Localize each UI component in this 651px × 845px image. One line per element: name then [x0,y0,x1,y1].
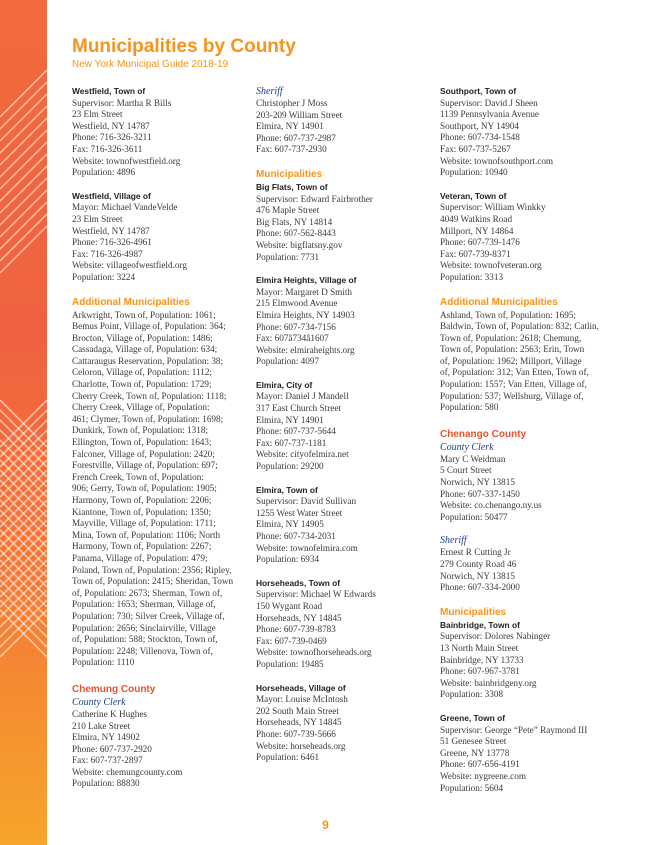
detail-line: Population: 88830 [72,778,140,789]
detail-line: Bemus Point, Village of, Population: 364; [72,321,226,332]
detail-line: Mayor: Michael VandeVelde [72,202,178,213]
detail-line: Population: 3224 [72,271,136,282]
detail-line: Phone: 607-334-2000 [440,582,520,593]
municipality-entry [72,191,246,284]
detail-line: Town of, Population: 2563; Erin, Town [440,344,585,355]
municipality-name: Elmira Heights, Village of [256,275,357,286]
detail-line: 150 Wygant Road [256,600,323,611]
detail-line: Phone: 716-326-4961 [72,237,152,248]
detail-line: Harmony, Town of, Population: 2267; [72,541,212,552]
detail-line: of, Population: 588; Stockton, Town of, [72,634,218,645]
detail-line: Fax: 607â734â1607 [256,333,329,344]
stripe [0,214,47,261]
column-1 [72,86,246,790]
municipalities-list [440,620,620,794]
detail-line: Falconer, Village of, Population: 2420; [72,448,215,459]
detail-line: Fax: 607-739-8371 [440,248,511,259]
diagonal-stripe-pattern [0,0,47,845]
stripe [0,142,47,189]
municipality-entry [256,182,428,263]
detail-line: 23 Elm Street [72,109,123,120]
municipality-name: Horseheads, Town of [256,577,341,588]
detail-line: Fax: 607-737-2930 [256,144,327,155]
detail-line: Website: villageofwestfield.org [72,260,187,271]
additional-municipalities-heading: Additional Municipalities [72,296,190,308]
detail-line: 1139 Pennsylvania Avenue [440,109,540,120]
detail-line: of, Population: 2673; Sherman, Town of, [72,587,223,598]
detail-line: 476 Maple Street [256,205,320,216]
detail-line: Population: 19485 [256,658,324,669]
detail-line: Celoron, Village of, Population: 1112; [72,367,212,378]
detail-line: Kiantone, Town of, Population: 1350; [72,506,212,517]
decorative-side-bar [0,0,47,845]
municipality-name: Veteran, Town of [440,190,507,201]
detail-line: Website: townofhorseheads.org [256,647,372,658]
stripe [0,154,47,201]
page-number: 9 [322,818,329,832]
detail-line: Population: 29200 [256,461,324,472]
municipality-name: Horseheads, Village of [256,682,346,693]
county-clerk-heading: County Clerk [440,441,494,453]
column-3 [440,86,620,806]
additional-municipalities-list [72,310,246,669]
detail-line: Southport, NY 14904 [440,120,520,131]
detail-line: Population: 1653; Sherman, Village of, [72,599,216,610]
municipality-entry [440,86,620,179]
detail-line: 4049 Watkins Road [440,213,513,224]
county-clerk-details [72,709,246,790]
detail-line: Horseheads, NY 14845 [256,717,342,728]
detail-line: Cherry Creek, Town of, Population: 1118; [72,390,227,401]
detail-line: Ernest R Cutting Jr [440,547,511,558]
detail-line: Greene, NY 13778 [440,747,510,758]
detail-line: Population: 50477 [440,511,508,522]
detail-line: Population: 2248; Villenova, Town of, [72,645,213,656]
detail-line: Population: 1557; Van Etten, Village of, [440,379,587,390]
detail-line: Mary C Weidman [440,453,506,464]
detail-line: French Creek, Town of, Population: [72,471,204,482]
stripe [0,118,47,165]
detail-line: Fax: 716-326-4987 [72,248,143,259]
detail-line: Phone: 607-737-2920 [72,743,152,754]
municipalities-list [256,182,428,764]
detail-line: Millport, NY 14864 [440,225,514,236]
county-clerk-heading: County Clerk [72,696,126,708]
detail-line: Norwich, NY 13815 [440,477,515,488]
detail-line: Westfield, NY 14787 [72,225,150,236]
detail-line: 906; Gerry, Town of, Population: 1905; [72,483,217,494]
detail-line: Population: 6461 [256,752,320,763]
detail-line: Population: 580 [440,402,499,413]
municipality-name: Greene, Town of [440,712,505,723]
detail-line: Supervisor: Michael W Edwards [256,589,376,600]
sheriff-heading: Sheriff [256,86,283,97]
detail-line: Town of, Population: 2618; Chemung, [440,332,582,343]
detail-line: Phone: 607-734-2031 [256,531,336,541]
detail-line: Population: 5604 [440,782,504,793]
detail-line: Big Flats, NY 14814 [256,216,333,227]
detail-line: Forestville, Village of, Population: 697; [72,460,218,471]
detail-line: Ashland, Town of, Population: 1695; [440,309,576,320]
municipality-entry [440,620,620,701]
detail-line: Cattaraugus Reservation, Population: 38; [72,355,224,366]
municipality-entry [440,191,620,284]
detail-line: Elmira, NY 14901 [256,121,324,132]
detail-line: Website: townofveteran.org [440,260,542,271]
detail-line: Christopher J Moss [256,98,328,108]
detail-line: Town of, Population: 2415; Sheridan, Town [72,576,234,587]
municipalities-heading: Municipalities [440,606,507,618]
detail-line: 210 Lake Street [72,720,131,731]
detail-line: Population: 4097 [256,356,320,367]
detail-line: Phone: 607-562-8443 [256,228,336,239]
detail-line: Mayor: Daniel J Mandell [256,391,349,402]
municipality-name: Southport, Town of [440,86,517,96]
detail-line: Website: townofsouthport.com [440,155,554,166]
municipality-entry [256,683,428,764]
detail-line: Phone: 607-967-3781 [440,666,520,677]
detail-line: Bainbridge, NY 13733 [440,654,524,665]
detail-line: Website: horseheads.org [256,740,346,751]
municipalities-heading: Municipalities [256,168,323,180]
detail-line: Fax: 716-326-3611 [72,143,143,154]
detail-line: Phone: 607-337-1450 [440,488,520,499]
detail-line: Elmira Heights, NY 14903 [256,309,355,320]
detail-line: Harmony, Town of, Population: 2206; [72,495,212,505]
detail-line: Panama, Village of, Population: 479; [72,552,208,563]
detail-line: Supervisor: Martha R Bills [72,97,172,108]
municipality-entry [256,578,428,671]
municipality-name: Big Flats, Town of [256,181,328,192]
additional-municipalities-heading: Additional Municipalities [440,296,558,308]
county-heading: Chenango County [440,428,527,440]
detail-line: Website: co.chenango.ny.us [440,500,542,511]
detail-line: Website: bigflatsny.gov [256,239,343,250]
detail-line: Website: townofwestfield.org [72,155,181,166]
sheriff-details [256,98,428,156]
detail-line: Ellington, Town of, Population: 1643; [72,437,212,448]
detail-line: 202 South Main Street [256,705,339,716]
detail-line: Supervisor: Dolores Nabinger [440,631,551,642]
detail-line: Fax: 607-737-1181 [256,437,327,448]
municipality-name: Westfield, Town of [72,86,146,96]
detail-line: Website: cityofelmira.net [256,449,349,460]
detail-line: Mayor: Margaret D Smith [256,286,353,297]
detail-line: Phone: 607-739-1476 [440,237,520,248]
detail-line: Baldwin, Town of, Population: 832; Catlin, [440,321,599,332]
detail-line: Phone: 607-737-2987 [256,132,336,143]
municipality-name: Westfield, Village of [72,190,151,201]
detail-line: 203-209 William Street [256,109,343,120]
detail-line: Website: elmiraheights.org [256,344,355,355]
stripe [0,166,47,213]
detail-line: Elmira, NY 14901 [256,414,324,425]
detail-line: Phone: 607-739-8783 [256,624,336,635]
municipality-entry [256,485,428,566]
detail-line: 215 Elmwood Avenue [256,298,338,309]
municipalities-list [440,86,620,284]
stripe [0,82,47,129]
detail-line: Population: 6934 [256,554,320,565]
municipality-name: Bainbridge, Town of [440,619,520,630]
detail-line: 279 County Road 46 [440,559,517,569]
detail-line: Population: 10940 [440,167,508,178]
detail-line: 5 Court Street [440,465,492,476]
detail-line: Population: 4896 [72,167,136,178]
detail-line: Mina, Town of, Population: 1106; North [72,529,221,540]
municipality-details [72,202,246,283]
additional-municipalities-list [440,310,620,414]
detail-line: Supervisor: David J Sheen [440,97,538,108]
detail-line: Westfield, NY 14787 [72,120,150,131]
detail-line: Phone: 716-326-3211 [72,132,152,143]
detail-line: Population: 3308 [440,689,504,700]
detail-line: Population: 537; Wellsburg, Village of, [440,390,584,401]
municipality-details [72,98,246,179]
stripe [0,70,47,117]
detail-line: 317 East Church Street [256,403,341,414]
county-clerk-details [440,454,620,524]
detail-line: Poland, Town of, Population: 2356; Ripley, [72,564,232,575]
detail-line: Cherry Creek, Village of, Population: [72,402,210,413]
detail-line: 1255 West Water Street [256,507,343,518]
column-2 [256,86,428,776]
detail-line: Website: townofelmira.com [256,542,358,553]
detail-line: of, Population: 1962; Millport, Village [440,355,582,366]
detail-line: 23 Elm Street [72,213,123,224]
detail-line: 51 Genesee Street [440,736,507,747]
detail-line: Mayville, Village of, Population: 1711; [72,518,216,529]
detail-line: 461; Clymer, Town of, Population: 1698; [72,413,224,424]
municipality-name: Elmira, City of [256,379,313,390]
detail-line: Supervisor: William Winkky [440,202,546,213]
detail-line: Arkwright, Town of, Population: 1061; [72,309,216,320]
detail-line: Phone: 607-734-7156 [256,321,336,332]
detail-line: 13 North Main Street [440,642,519,653]
detail-line: Supervisor: Edward Fairbrother [256,193,373,204]
municipality-entry [256,275,428,368]
sheriff-details [440,547,620,593]
detail-line: Phone: 607-734-1548 [440,132,520,143]
page-title: Municipalities by County [72,36,296,57]
stripe [0,94,47,141]
detail-line: Mayor: Louise McIntosh [256,694,348,705]
detail-line: Population: 1110 [72,657,135,668]
detail-line: Website: chemungcounty.com [72,766,183,777]
county-heading: Chemung County [72,683,156,695]
detail-line: Brocton, Village of, Population: 1486; [72,332,213,343]
detail-line: Website: nygreene.com [440,770,526,781]
detail-line: Catherine K Hughes [72,708,148,719]
detail-line: Website: bainbridgeny.org [440,677,537,688]
detail-line: Population: 2656; Sinclairville, Village [72,622,216,633]
detail-line: of, Population: 312; Van Etten, Town of, [440,367,589,378]
detail-line: Population: 7731 [256,251,320,262]
municipality-entry [440,713,620,794]
detail-line: Population: 3313 [440,271,504,282]
detail-line: Cassadaga, Village of, Population: 634; [72,344,218,355]
municipality-entry [256,380,428,473]
detail-line: Population: 730; Silver Creek, Village of, [72,610,225,621]
detail-line: Charlotte, Town of, Population: 1729; [72,379,212,390]
detail-line: Elmira, NY 14902 [72,732,140,743]
page-subtitle: New York Municipal Guide 2018-19 [72,59,229,70]
detail-line: Phone: 607-739-5666 [256,728,336,739]
detail-line: Elmira, NY 14905 [256,519,324,530]
page-header [72,36,296,70]
detail-line: Phone: 607-737-5644 [256,426,336,437]
detail-line: Dunkirk, Town of, Population: 1318; [72,425,208,436]
detail-line: Horseheads, NY 14845 [256,612,342,623]
detail-line: Fax: 607-737-5267 [440,143,511,154]
stripe [0,178,47,225]
stripe [0,226,47,273]
municipality-entry [72,86,246,179]
detail-line: Phone: 607-656-4191 [440,759,520,770]
stripe [0,190,47,237]
detail-line: Norwich, NY 13815 [440,570,515,581]
detail-line: Supervisor: George “Pete” Raymond III [440,724,588,735]
stripe [0,106,47,153]
municipality-name: Elmira, Town of [256,484,318,495]
detail-line: Fax: 607-739-0469 [256,635,327,646]
stripe [0,130,47,177]
stripe [0,202,47,249]
detail-line: Fax: 607-737-2897 [72,755,143,766]
sheriff-heading: Sheriff [440,535,467,547]
detail-line: Supervisor: David Sullivan [256,496,357,507]
